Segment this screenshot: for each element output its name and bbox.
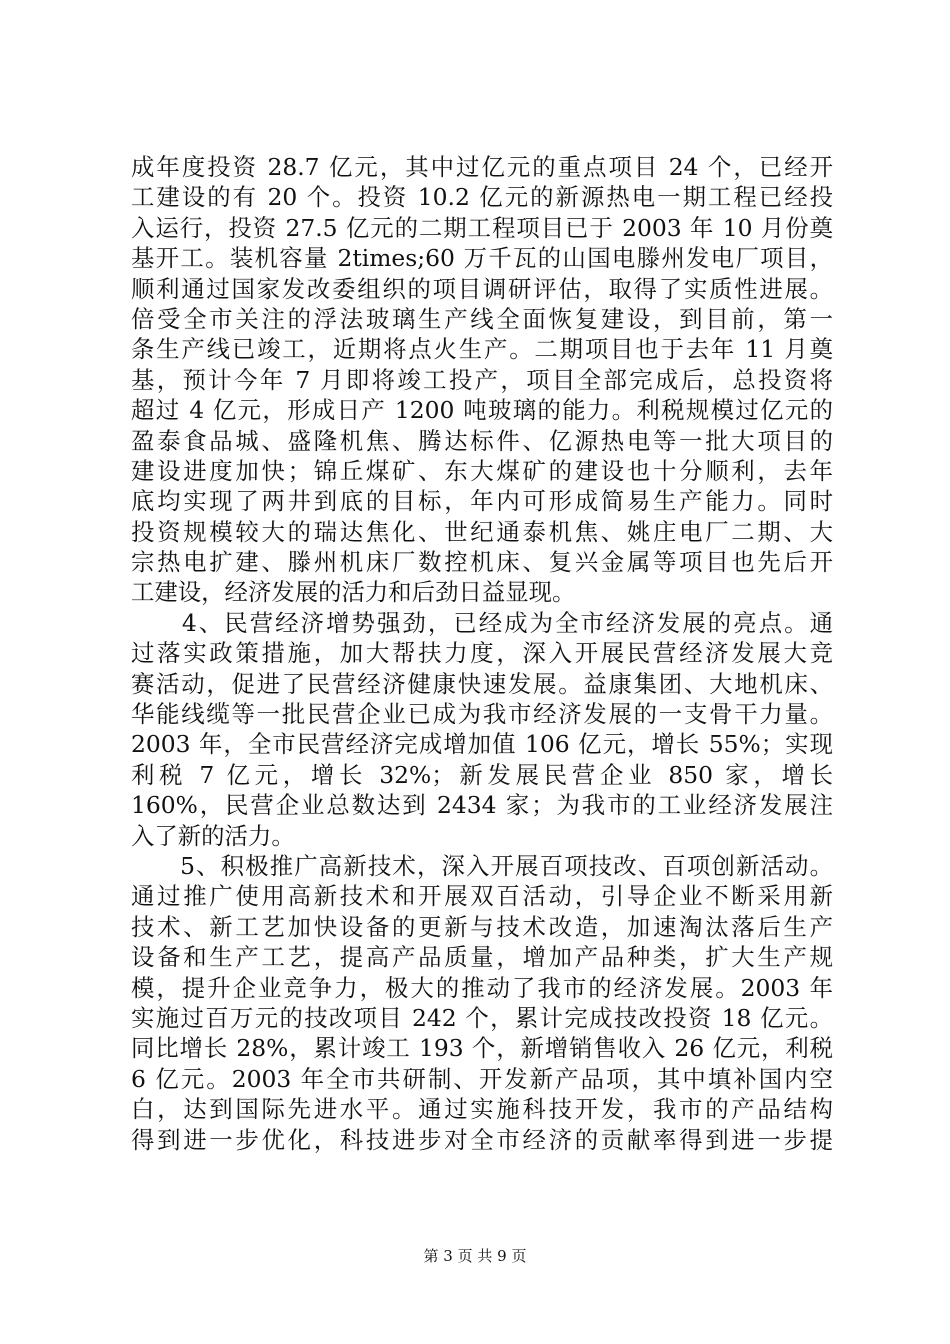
text-line: 基，预计今年 7 月即将竣工投产，项目全部完成后，总投资将 xyxy=(131,365,833,394)
text-line: 2003 年，全市民营经济完成增加值 106 亿元，增长 55%；实现 xyxy=(131,730,833,759)
text-line: 建设进度加快；锦丘煤矿、东大煤矿的建设也十分顺利，去年 xyxy=(131,456,833,485)
text-line: 成年度投资 28.7 亿元，其中过亿元的重点项目 24 个，已经开 xyxy=(131,153,833,181)
text-line: 入了新的活力。 xyxy=(131,821,295,850)
text-line: 白，达到国际先进水平。通过实施科技开发，我市的产品结构 xyxy=(131,1095,833,1124)
text-line: 投资规模较大的瑞达焦化、世纪通泰机焦、姚庄电厂二期、大 xyxy=(131,517,833,546)
text-line: 6 亿元。2003 年全市共研制、开发新产品项，其中填补国内空 xyxy=(131,1064,833,1093)
body-text xyxy=(131,152,833,1155)
text-line: 4、民营经济增势强劲，已经成为全市经济发展的亮点。通 xyxy=(131,608,833,637)
text-line: 5、积极推广高新技术，深入开展百项技改、百项创新活动。 xyxy=(131,851,833,880)
text-line: 实施过百万元的技改项目 242 个，累计完成技改投资 18 亿元。 xyxy=(131,1003,833,1032)
text-line: 超过 4 亿元，形成日产 1200 吨玻璃的能力。利税规模过亿元的 xyxy=(131,396,833,425)
page-footer: 第 3 页 共 9 页 xyxy=(423,1247,527,1265)
text-line: 盈泰食品城、盛隆机焦、腾达标件、亿源热电等一批大项目的 xyxy=(131,426,833,455)
text-line: 设备和生产工艺，提高产品质量，增加产品种类，扩大生产规 xyxy=(131,943,833,972)
text-line: 条生产线已竣工，近期将点火生产。二期项目也于去年 11 月奠 xyxy=(131,335,833,364)
text-line: 160%，民营企业总数达到 2434 家；为我市的工业经济发展注 xyxy=(131,791,833,820)
text-line: 得到进一步优化，科技进步对全市经济的贡献率得到进一步提 xyxy=(131,1125,833,1154)
text-line: 顺利通过国家发改委组织的项目调研评估，取得了实质性进展。 xyxy=(131,274,833,303)
text-line: 通过推广使用高新技术和开展双百活动，引导企业不断采用新 xyxy=(131,882,833,911)
text-line: 底均实现了两井到底的目标，年内可形成简易生产能力。同时 xyxy=(131,487,833,516)
text-line: 过落实政策措施，加大帮扶力度，深入开展民营经济发展大竞 xyxy=(131,639,833,668)
text-line: 工建设，经济发展的活力和后劲日益显现。 xyxy=(131,578,576,607)
text-line: 赛活动，促进了民营经济健康快速发展。益康集团、大地机床、 xyxy=(131,669,833,698)
text-line: 倍受全市关注的浮法玻璃生产线全面恢复建设，到目前，第一 xyxy=(131,304,833,333)
text-line: 华能线缆等一批民营企业已成为我市经济发展的一支骨干力量。 xyxy=(131,700,833,729)
text-line: 模，提升企业竞争力，极大的推动了我市的经济发展。2003 年 xyxy=(131,973,833,1002)
text-line: 同比增长 28%，累计竣工 193 个，新增销售收入 26 亿元，利税 xyxy=(131,1034,833,1063)
text-line: 入运行，投资 27.5 亿元的二期工程项目已于 2003 年 10 月份奠 xyxy=(131,213,833,242)
text-line: 基开工。装机容量 2times;60 万千瓦的山国电滕州发电厂项目， xyxy=(131,244,833,273)
text-line: 工建设的有 20 个。投资 10.2 亿元的新源热电一期工程已经投 xyxy=(131,183,833,212)
text-line: 技术、新工艺加快设备的更新与技术改造，加速淘汰落后生产 xyxy=(131,912,833,941)
text-line: 利税 7 亿元，增长 32%；新发展民营企业 850 家，增长 xyxy=(131,760,833,789)
text-line: 宗热电扩建、滕州机床厂数控机床、复兴金属等项目也先后开 xyxy=(131,548,833,577)
